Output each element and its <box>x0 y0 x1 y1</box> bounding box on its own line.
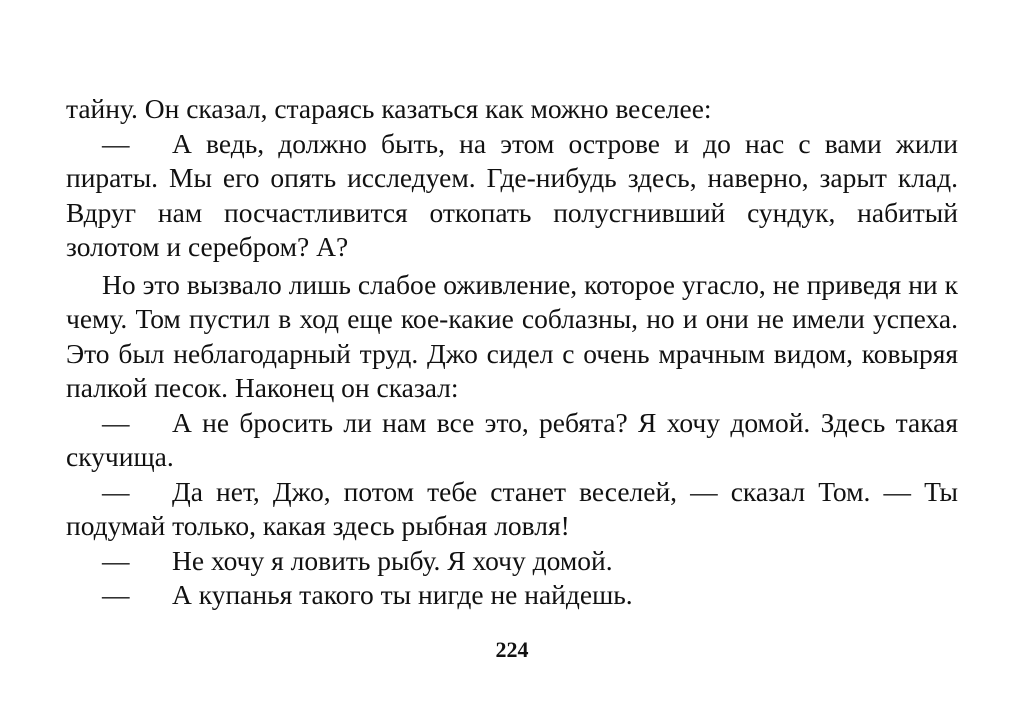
dialog-line <box>66 127 958 265</box>
dialog-dash: — <box>102 127 130 159</box>
dialog-line <box>66 406 958 475</box>
dialog-dash: — <box>102 579 130 610</box>
dialog-line <box>66 475 958 544</box>
dialog-text: А не бросить ли нам все это, ребята? Я хочу домой. Здесь такая скучища. <box>66 406 958 472</box>
dialog-text: А ведь, должно быть, на этом острове и до нас с вами жили пираты. Мы его опять исследуем. Где-нибудь здесь, наверно, зарыт клад. Вдруг нам посчастливится откопать полусгнивший сундук, набитый золотом и серебром? А? <box>66 127 958 262</box>
dialog-text: А купанья такого ты нигде не найдешь. <box>172 579 633 610</box>
paragraph-text: тайну. Он сказал, стараясь казаться как можно веселее: <box>66 93 712 124</box>
dialog-dash: — <box>102 475 130 507</box>
page-text <box>66 92 958 613</box>
page-number: 224 <box>495 637 529 662</box>
dialog-text: Да нет, Джо, потом тебе станет веселей, — сказал Том. — Ты подумай только, какая здесь рыбная ловля! <box>66 475 958 541</box>
dialog-dash: — <box>102 406 130 438</box>
paragraph-text: Но это вызвало лишь слабое оживление, которое угасло, не приведя ни к чему. Том пустил в ход еще кое-какие соблазны, но и они не имели успеха. Это был неблагодарный труд. Джо сидел с очень мрачным видом, ковыряя палкой песок. Наконец он сказал: <box>66 268 958 403</box>
narrative-paragraph <box>66 268 958 406</box>
dialog-line <box>66 578 958 613</box>
dialog-text: Не хочу я ловить рыбу. Я хочу домой. <box>172 544 613 576</box>
dialog-dash: — <box>102 544 130 576</box>
dialog-line <box>66 544 958 579</box>
paragraph-continuation <box>66 92 958 127</box>
